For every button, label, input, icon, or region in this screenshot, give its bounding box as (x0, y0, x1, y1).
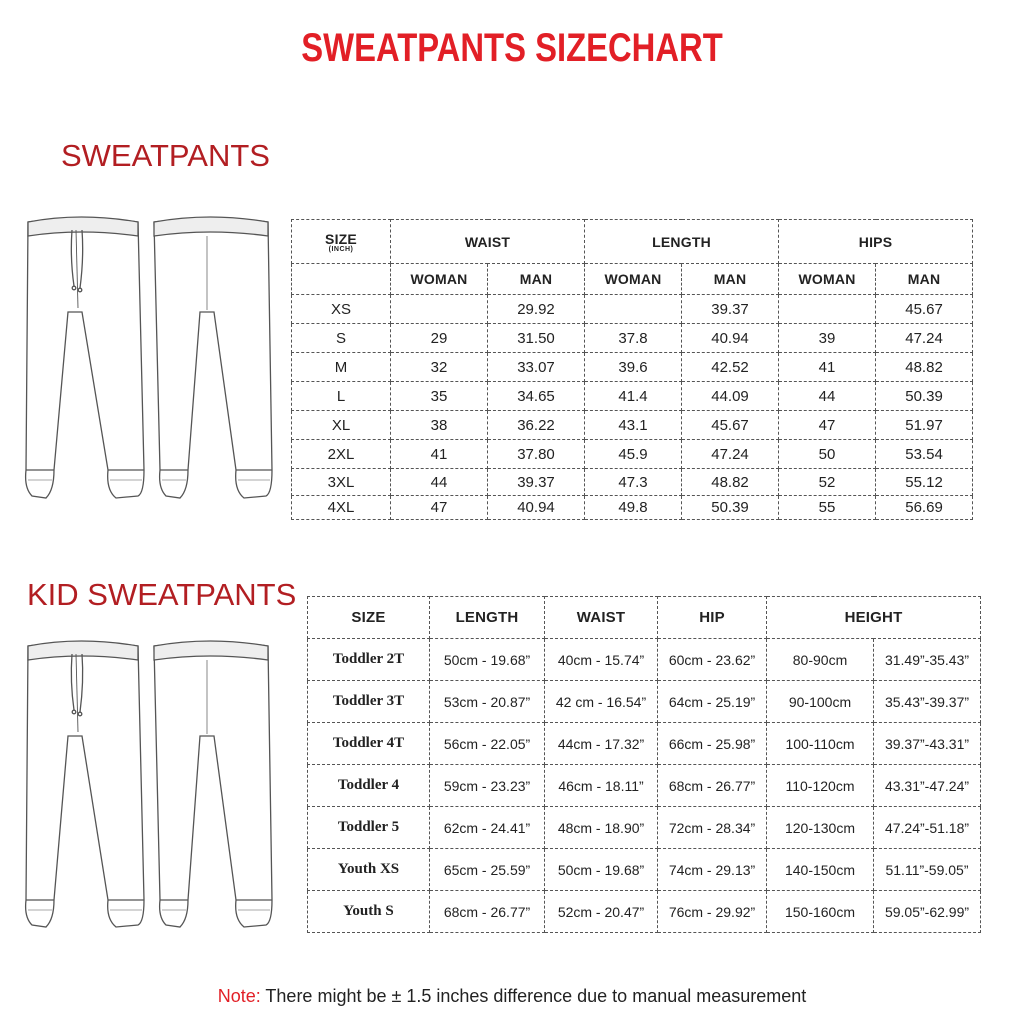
kid-cell-height-cm: 80-90cm (767, 639, 874, 681)
kid-size-table (307, 596, 981, 933)
adult-cell-hips-m: 48.82 (876, 353, 973, 382)
adult-table-row (292, 353, 973, 382)
adult-cell-length-m: 50.39 (682, 496, 779, 520)
kid-cell-waist: 52cm - 20.47” (545, 891, 658, 933)
adult-cell-size: XL (292, 411, 391, 440)
kid-cell-hip: 74cm - 29.13” (658, 849, 767, 891)
note-prefix: Note: (217, 986, 261, 1006)
adult-size-table (291, 219, 973, 520)
man-header: MAN (682, 264, 779, 295)
adult-cell-hips-w (779, 295, 876, 324)
note-text: There might be ± 1.5 inches difference due to manual measurement (260, 986, 807, 1006)
adult-cell-hips-m: 50.39 (876, 382, 973, 411)
adult-cell-length-w: 49.8 (585, 496, 682, 520)
adult-cell-waist-m: 39.37 (488, 469, 585, 496)
adult-cell-length-w: 45.9 (585, 440, 682, 469)
kid-cell-height-cm: 90-100cm (767, 681, 874, 723)
adult-cell-waist-w: 44 (391, 469, 488, 496)
adult-pants-illustration (20, 208, 276, 504)
kid-waist-header: WAIST (545, 597, 658, 639)
kid-table-row (308, 849, 981, 891)
size-subheader-empty (292, 264, 391, 295)
kid-cell-hip: 60cm - 23.62” (658, 639, 767, 681)
adult-cell-hips-m: 53.54 (876, 440, 973, 469)
kid-cell-length: 53cm - 20.87” (430, 681, 545, 723)
man-header: MAN (488, 264, 585, 295)
adult-cell-waist-w: 47 (391, 496, 488, 520)
adult-table-row (292, 382, 973, 411)
kid-table-row (308, 681, 981, 723)
adult-cell-length-m: 45.67 (682, 411, 779, 440)
adult-cell-waist-w: 35 (391, 382, 488, 411)
kid-cell-height-cm: 120-130cm (767, 807, 874, 849)
adult-cell-hips-w: 47 (779, 411, 876, 440)
kid-cell-size: Toddler 5 (308, 807, 430, 849)
kid-cell-length: 59cm - 23.23” (430, 765, 545, 807)
adult-cell-hips-w: 41 (779, 353, 876, 382)
adult-cell-waist-w: 38 (391, 411, 488, 440)
measurement-note (0, 986, 1024, 1007)
woman-header: WOMAN (391, 264, 488, 295)
kid-table-row (308, 723, 981, 765)
kid-cell-height-in: 39.37”-43.31” (874, 723, 981, 765)
kid-cell-hip: 72cm - 28.34” (658, 807, 767, 849)
kid-length-header: LENGTH (430, 597, 545, 639)
adult-cell-hips-m: 45.67 (876, 295, 973, 324)
waist-header: WAIST (391, 220, 585, 264)
kid-cell-height-in: 31.49”-35.43” (874, 639, 981, 681)
kid-cell-height-cm: 110-120cm (767, 765, 874, 807)
kid-size-header: SIZE (308, 597, 430, 639)
kid-table-row (308, 891, 981, 933)
kid-cell-height-in: 59.05”-62.99” (874, 891, 981, 933)
adult-cell-hips-m: 55.12 (876, 469, 973, 496)
adult-cell-size: S (292, 324, 391, 353)
adult-cell-size: 4XL (292, 496, 391, 520)
adult-cell-waist-m: 34.65 (488, 382, 585, 411)
adult-cell-length-w: 37.8 (585, 324, 682, 353)
adult-cell-hips-w: 55 (779, 496, 876, 520)
adult-cell-length-m: 39.37 (682, 295, 779, 324)
adult-table-row (292, 469, 973, 496)
adult-cell-length-w: 43.1 (585, 411, 682, 440)
adult-cell-hips-w: 44 (779, 382, 876, 411)
adult-cell-length-m: 40.94 (682, 324, 779, 353)
adult-cell-waist-w: 29 (391, 324, 488, 353)
kid-cell-waist: 46cm - 18.11” (545, 765, 658, 807)
kid-cell-waist: 48cm - 18.90” (545, 807, 658, 849)
kid-cell-height-in: 43.31”-47.24” (874, 765, 981, 807)
kid-cell-size: Toddler 3T (308, 681, 430, 723)
adult-cell-length-m: 44.09 (682, 382, 779, 411)
adult-cell-length-m: 47.24 (682, 440, 779, 469)
kid-cell-waist: 42 cm - 16.54” (545, 681, 658, 723)
length-header: LENGTH (585, 220, 779, 264)
kid-table-row (308, 807, 981, 849)
adult-cell-size: XS (292, 295, 391, 324)
adult-cell-waist-m: 33.07 (488, 353, 585, 382)
kid-cell-size: Toddler 4T (308, 723, 430, 765)
adult-cell-waist-m: 29.92 (488, 295, 585, 324)
kid-cell-size: Youth S (308, 891, 430, 933)
adult-cell-hips-w: 39 (779, 324, 876, 353)
kid-height-header: HEIGHT (767, 597, 981, 639)
kid-hip-header: HIP (658, 597, 767, 639)
adult-cell-hips-w: 50 (779, 440, 876, 469)
kid-cell-height-in: 35.43”-39.37” (874, 681, 981, 723)
kid-cell-waist: 50cm - 19.68” (545, 849, 658, 891)
kid-pants-illustration (20, 632, 276, 932)
adult-cell-waist-w: 41 (391, 440, 488, 469)
adult-cell-waist-m: 37.80 (488, 440, 585, 469)
kid-cell-hip: 68cm - 26.77” (658, 765, 767, 807)
kid-cell-waist: 44cm - 17.32” (545, 723, 658, 765)
size-unit-label: (INCH) (328, 245, 354, 253)
adult-cell-size: M (292, 353, 391, 382)
adult-table-row (292, 324, 973, 353)
adult-table-row (292, 440, 973, 469)
size-header-label: SIZE (325, 230, 357, 247)
kid-cell-length: 62cm - 24.41” (430, 807, 545, 849)
kid-cell-size: Toddler 4 (308, 765, 430, 807)
kid-cell-hip: 76cm - 29.92” (658, 891, 767, 933)
kid-cell-length: 68cm - 26.77” (430, 891, 545, 933)
kid-cell-height-cm: 150-160cm (767, 891, 874, 933)
adult-section-title: SWEATPANTS (61, 138, 270, 173)
kid-cell-length: 65cm - 25.59” (430, 849, 545, 891)
adult-cell-length-m: 42.52 (682, 353, 779, 382)
adult-cell-length-w: 47.3 (585, 469, 682, 496)
adult-cell-size: 3XL (292, 469, 391, 496)
adult-cell-length-w: 41.4 (585, 382, 682, 411)
man-header: MAN (876, 264, 973, 295)
kid-cell-length: 50cm - 19.68” (430, 639, 545, 681)
adult-cell-hips-w: 52 (779, 469, 876, 496)
adult-cell-length-w: 39.6 (585, 353, 682, 382)
adult-cell-waist-m: 31.50 (488, 324, 585, 353)
adult-cell-hips-m: 47.24 (876, 324, 973, 353)
adult-cell-waist-m: 36.22 (488, 411, 585, 440)
adult-cell-waist-w: 32 (391, 353, 488, 382)
adult-cell-waist-m: 40.94 (488, 496, 585, 520)
kid-cell-length: 56cm - 22.05” (430, 723, 545, 765)
kid-cell-waist: 40cm - 15.74” (545, 639, 658, 681)
page-title: SWEATPANTS SIZECHART (301, 26, 723, 70)
adult-cell-size: 2XL (292, 440, 391, 469)
kid-section-title: KID SWEATPANTS (27, 577, 297, 612)
kid-table-row (308, 639, 981, 681)
adult-table-row (292, 295, 973, 324)
woman-header: WOMAN (779, 264, 876, 295)
adult-cell-hips-m: 51.97 (876, 411, 973, 440)
adult-cell-waist-w (391, 295, 488, 324)
kid-cell-height-cm: 140-150cm (767, 849, 874, 891)
hips-header: HIPS (779, 220, 973, 264)
adult-table-row (292, 496, 973, 520)
adult-cell-length-m: 48.82 (682, 469, 779, 496)
kid-cell-height-in: 47.24”-51.18” (874, 807, 981, 849)
kid-cell-height-in: 51.11”-59.05” (874, 849, 981, 891)
adult-cell-length-w (585, 295, 682, 324)
woman-header: WOMAN (585, 264, 682, 295)
adult-cell-size: L (292, 382, 391, 411)
kid-cell-height-cm: 100-110cm (767, 723, 874, 765)
kid-cell-hip: 64cm - 25.19” (658, 681, 767, 723)
kid-cell-size: Youth XS (308, 849, 430, 891)
kid-cell-size: Toddler 2T (308, 639, 430, 681)
kid-table-row (308, 765, 981, 807)
adult-cell-hips-m: 56.69 (876, 496, 973, 520)
adult-table-row (292, 411, 973, 440)
kid-cell-hip: 66cm - 25.98” (658, 723, 767, 765)
size-header (292, 220, 391, 264)
